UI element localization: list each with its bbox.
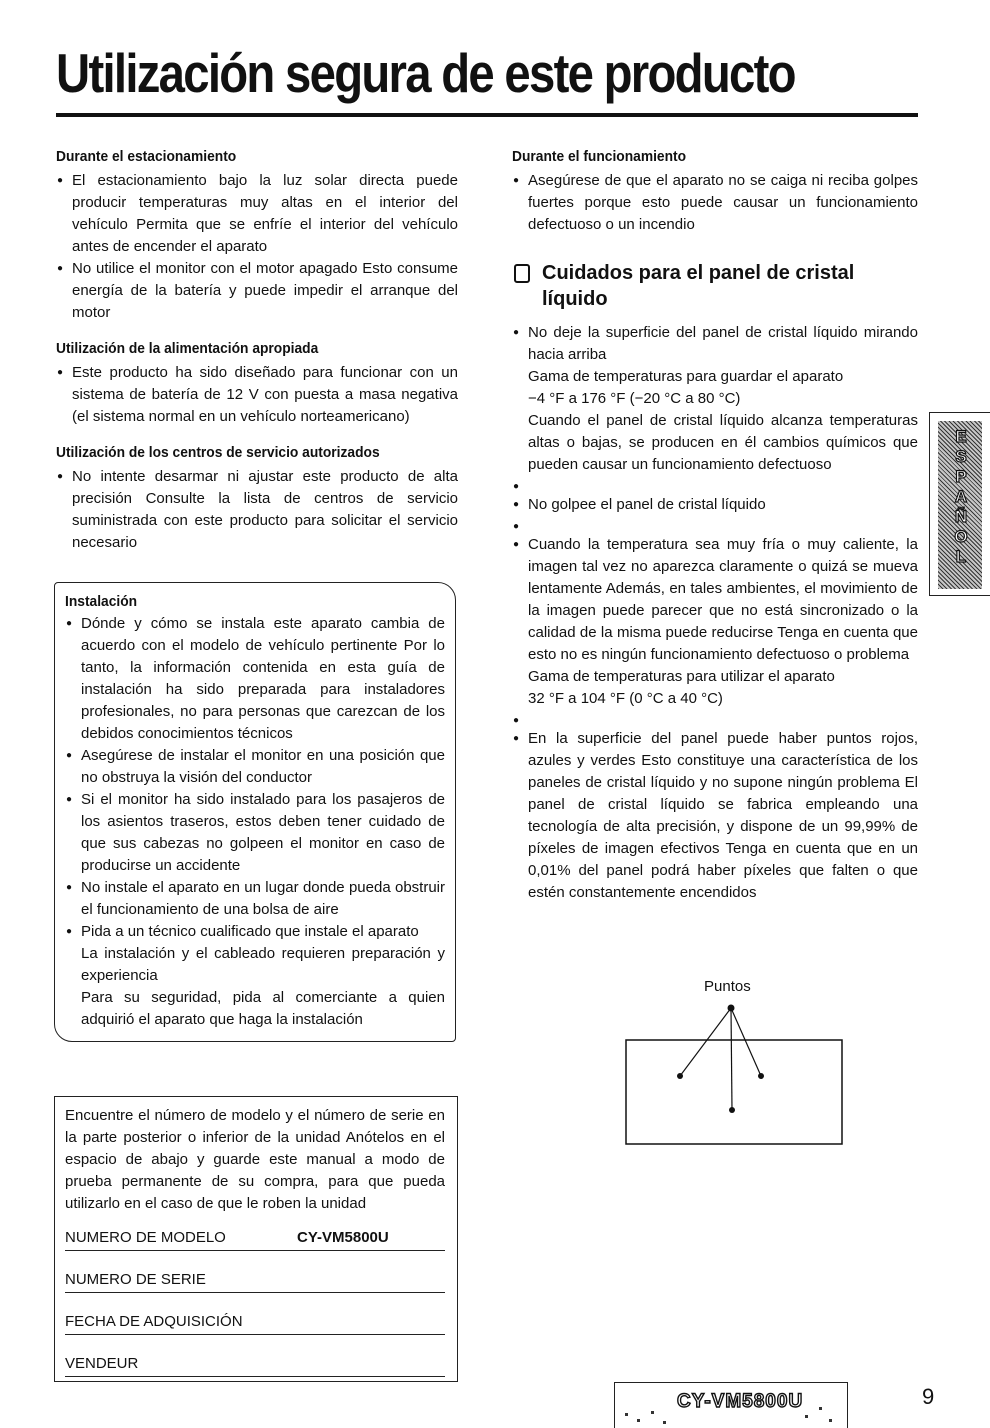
- section-parking: [56, 146, 458, 324]
- use-temp-label: Gama de temperaturas para utilizar el aparato: [528, 668, 835, 685]
- bullet-item: ● Este producto ha sido diseñado para funcionar con un sistema de batería de 12 V con puesta a masa negativa (el sistema normal en un vehículo norteamericano): [56, 362, 458, 428]
- left-column: [56, 146, 458, 568]
- leader-line: [731, 1008, 761, 1076]
- section-heading: Durante el funcionamiento: [512, 148, 687, 165]
- section-heading: Utilización de los centros de servicio autorizados: [56, 444, 380, 461]
- pixel-dot: [758, 1073, 764, 1079]
- panel-outline: [626, 1040, 842, 1144]
- footer-model-tab: [614, 1382, 848, 1428]
- title-rule: [56, 113, 918, 117]
- lcd-care-heading-text: Cuidados para el panel de cristal líquido: [542, 262, 855, 310]
- bullet-item: ● En la superficie del panel puede haber puntos rojos, azules y verdes Esto constituye una característica de los paneles de cristal líquido y no supone ningún problema El panel de cristal líquido se fabrica empleando una tecnología de alta precisión, y dispone de un 99,99% de píxeles de imagen efectivos Tenga en cuenta que en un 0,01% del panel podrá haber píxeles que falten o que estén constantemente encendidos: [512, 728, 918, 904]
- model-number-label: NUMERO DE MODELO: [65, 1229, 226, 1246]
- leader-line: [731, 1008, 732, 1110]
- dots-diagram: [620, 978, 850, 1150]
- lcd-care-heading: [512, 260, 918, 312]
- storage-temp-label: Gama de temperaturas para guardar el aparato: [528, 368, 844, 385]
- serial-number-label: NUMERO DE SERIE: [65, 1271, 206, 1288]
- bullet-item: ● El estacionamiento bajo la luz solar directa puede producir temperaturas muy altas en el interior del vehículo Permita que se enfríe el interior del vehículo antes de encender el aparato: [56, 170, 458, 258]
- serial-number-row[interactable]: [65, 1271, 445, 1293]
- bullet-item: ● Asegúrese de instalar el monitor en una posición que no obstruya la visión del conductor: [65, 745, 445, 789]
- purchase-date-label: FECHA DE ADQUISICIÓN: [65, 1313, 243, 1330]
- pixel-dot: [729, 1107, 735, 1113]
- pixel-dot: [677, 1073, 683, 1079]
- bullet-item: ● No golpee el panel de cristal líquido: [512, 494, 918, 516]
- serial-record-box: [54, 1096, 458, 1382]
- purchase-date-row[interactable]: [65, 1313, 445, 1335]
- bullet-subtext: La instalación y el cableado requieren preparación y experiencia: [81, 945, 445, 984]
- section-heading: Utilización de la alimentación apropiada: [56, 340, 319, 357]
- bullet-item: ● Si el monitor ha sido instalado para los pasajeros de los asientos traseros, estos deben tener cuidado de que sus cabezas no golpeen el monitor en caso de producirse un accidente: [65, 789, 445, 877]
- dealer-label: VENDEUR: [65, 1355, 139, 1372]
- panel-diagram-graphic: [620, 978, 850, 1150]
- bullet-item: ● Dónde y cómo se instala este aparato cambia de acuerdo con el modelo de vehículo pertinente Por lo tanto, la información contenida en esta guía de instalación ha sido preparada para instaladores profesionales, no para personas que carezcan de los debidos conocimientos técnicos: [65, 613, 445, 745]
- language-label: ESPAÑOL: [954, 427, 968, 566]
- bullet-item: ● No intente desarmar ni ajustar este producto de alta precisión Consulte la lista de centros de servicio suministrada con este producto para solicitar el servicio necesario: [56, 466, 458, 554]
- bullet-item: [512, 534, 918, 710]
- leader-line: [680, 1008, 731, 1076]
- bullet-item: [65, 921, 445, 1031]
- page-number: 9: [922, 1384, 935, 1409]
- bullet-item: [512, 322, 918, 476]
- section-operation: [512, 146, 918, 236]
- checkbox-square-icon: [514, 264, 530, 283]
- lcd-care-list: [512, 322, 918, 904]
- diagram-label: Puntos: [704, 978, 751, 995]
- right-column: [512, 146, 918, 904]
- use-temp-range: 32 °F a 104 °F (0 °C a 40 °C): [528, 690, 723, 707]
- bullet-subtext: Cuando el panel de cristal líquido alcanza temperaturas altas o bajas, se producen en él cambios químicos que pueden causar un funcionamiento defectuoso: [528, 412, 918, 473]
- bullet-text: ● No deje la superficie del panel de cristal líquido mirando hacia arriba: [528, 324, 918, 363]
- language-side-tab: [929, 412, 990, 596]
- storage-temp-range: −4 °F a 176 °F (−20 °C a 80 °C): [528, 390, 741, 407]
- bullet-item: ● No utilice el monitor con el motor apagado Esto consume energía de la batería y puede impedir el arranque del motor: [56, 258, 458, 324]
- bullet-text: ● Cuando la temperatura sea muy fría o muy caliente, la imagen tal vez no aparezca claramente o quizá se mueva lentamente Además, en tales ambientes, el movimiento de la imagen puede parecer que no está sincronizado o la calidad de la misma puede reducirse Tenga en cuenta que esto no es ningún funcionamiento defectuoso o problema: [528, 536, 918, 663]
- installation-box: [54, 582, 456, 1042]
- bullet-text: ● Pida a un técnico cualificado que instale el aparato: [81, 923, 419, 940]
- model-number-value: CY-VM5800U: [297, 1229, 389, 1246]
- dealer-row[interactable]: [65, 1355, 445, 1377]
- bullet-item: ● Asegúrese de que el aparato no se caiga ni reciba golpes fuertes porque esto puede causar un funcionamiento defectuoso o un incendio: [512, 170, 918, 236]
- model-number-row: [65, 1229, 445, 1251]
- bullet-subtext: Para su seguridad, pida al comerciante a quien adquirió el aparato que haga la instalación: [81, 989, 445, 1028]
- page-title: Utilización segura de este producto: [56, 42, 795, 104]
- section-service: [56, 442, 458, 554]
- section-power: [56, 338, 458, 428]
- footer-model-name: CY-VM5800U: [677, 1391, 804, 1412]
- installation-heading: Instalación: [65, 593, 138, 610]
- serial-instructions: Encuentre el número de modelo y el número de serie en la parte posterior o inferior de la unidad Anótelos en el espacio de abajo y guarde este manual a modo de prueba permanente de su compra, para que pueda utilizarlo en el caso de que le roben la unidad: [65, 1107, 445, 1212]
- bullet-item: ● No instale el aparato en un lugar donde pueda obstruir el funcionamiento de una bolsa de aire: [65, 877, 445, 921]
- section-heading: Durante el estacionamiento: [56, 148, 237, 165]
